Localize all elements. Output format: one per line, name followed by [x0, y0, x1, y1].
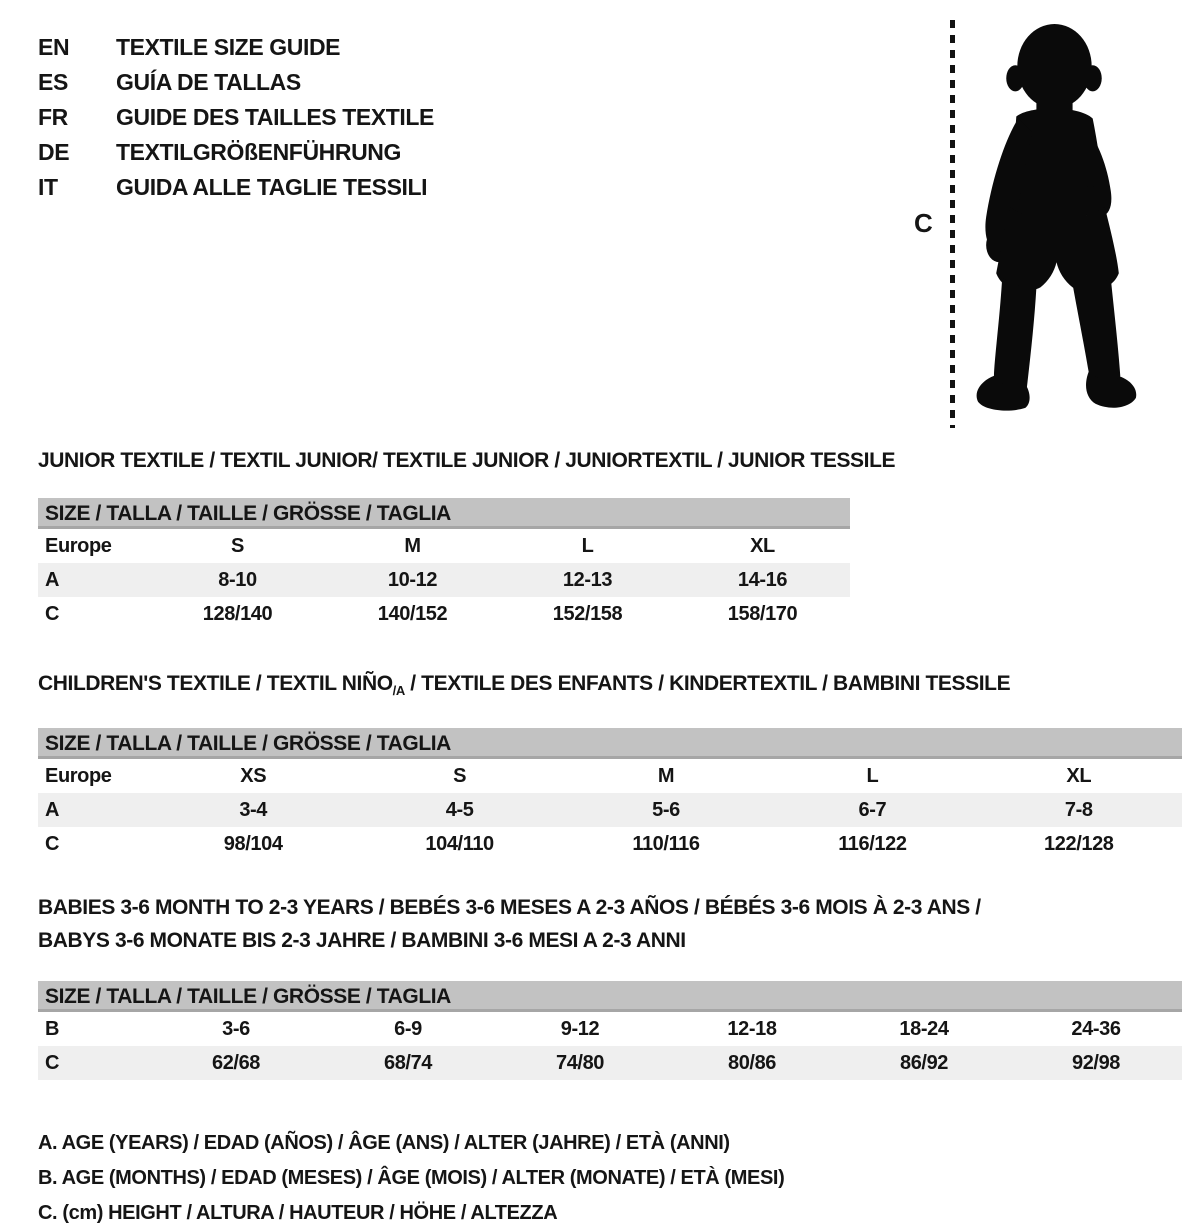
- height-cell: 110/116: [632, 833, 700, 856]
- height-cell: 128/140: [202, 603, 273, 625]
- height-measure-figure: [906, 16, 1200, 430]
- legend-line-a: A. AGE (YEARS) / EDAD (AÑOS) / ÂGE (ANS) / ALTER (JAHRE) / ETÀ (ANNI): [38, 1132, 730, 1155]
- height-cell: 62/68: [211, 1052, 261, 1075]
- table-row-height: [38, 1046, 1182, 1080]
- age-cell: 5-6: [652, 799, 680, 822]
- row-label: Europe: [45, 535, 112, 557]
- children-title-prefix: CHILDREN'S TEXTILE / TEXTIL NIÑO: [38, 672, 393, 695]
- row-label: A: [45, 569, 60, 591]
- size-cell: L: [866, 765, 879, 788]
- age-cell: 12-13: [562, 569, 613, 591]
- age-cell: 7-8: [1064, 799, 1093, 822]
- table-row-months: [38, 1012, 1182, 1046]
- months-cell: 12-18: [727, 1018, 777, 1041]
- height-dashed-line: [950, 20, 955, 428]
- size-cell: XL: [1066, 765, 1092, 788]
- size-header-bar: SIZE / TALLA / TAILLE / GRÖSSE / TAGLIA: [38, 981, 1182, 1012]
- language-title: GUÍA DE TALLAS: [116, 69, 301, 95]
- age-cell: 6-7: [858, 799, 887, 822]
- header: [38, 30, 1182, 438]
- children-title-suffix: / TEXTILE DES ENFANTS / KINDERTEXTIL / BAMBINI TESSILE: [404, 672, 1011, 695]
- junior-size-table: [38, 498, 850, 631]
- height-cell: 92/98: [1071, 1052, 1121, 1075]
- language-code: ES: [38, 69, 68, 95]
- children-section-title: [38, 669, 1182, 706]
- babies-title-line1: BABIES 3-6 MONTH TO 2-3 YEARS / BEBÉS 3-6 MESES A 2-3 AÑOS / BÉBÉS 3-6 MOIS À 2-3 ANS /: [38, 896, 981, 920]
- age-cell: 4-5: [445, 799, 474, 822]
- legend: [38, 1126, 1182, 1231]
- children-title-subscript: /A: [392, 683, 405, 699]
- height-cell: 116/122: [838, 833, 907, 856]
- table-row-europe: [38, 759, 1182, 793]
- size-cell: L: [581, 535, 594, 557]
- language-code: FR: [38, 104, 68, 130]
- language-title: TEXTILE SIZE GUIDE: [116, 34, 341, 60]
- age-cell: 14-16: [737, 569, 788, 591]
- language-code: DE: [38, 139, 70, 165]
- size-cell: S: [453, 765, 467, 788]
- height-marker-label: C: [914, 208, 933, 238]
- legend-line-c: C. (cm) HEIGHT / ALTURA / HAUTEUR / HÖHE / ALTEZZA: [38, 1202, 558, 1225]
- height-cell: 140/152: [377, 603, 448, 625]
- language-code: IT: [38, 174, 58, 200]
- junior-textile-section: [38, 446, 1182, 631]
- size-cell: XL: [750, 535, 775, 557]
- height-cell: 152/158: [552, 603, 623, 625]
- months-cell: 9-12: [560, 1018, 600, 1041]
- children-size-table: [38, 728, 1182, 861]
- size-header-bar: SIZE / TALLA / TAILLE / GRÖSSE / TAGLIA: [38, 728, 1182, 759]
- babies-section-title: [38, 891, 1182, 957]
- table-row-europe: [38, 529, 850, 563]
- height-cell: 98/104: [223, 833, 283, 856]
- size-cell: M: [404, 535, 421, 557]
- row-label: A: [45, 799, 60, 822]
- language-title: GUIDA ALLE TAGLIE TESSILI: [116, 174, 428, 200]
- height-cell: 74/80: [555, 1052, 605, 1075]
- row-label: C: [45, 833, 60, 856]
- height-cell: 80/86: [727, 1052, 777, 1075]
- size-cell: M: [657, 765, 675, 788]
- baby-silhouette-icon: [966, 20, 1146, 422]
- table-row-height: [38, 827, 1182, 861]
- row-label: B: [45, 1018, 60, 1041]
- height-cell: 86/92: [899, 1052, 949, 1075]
- months-cell: 18-24: [899, 1018, 949, 1041]
- babies-size-table: [38, 981, 1182, 1080]
- row-label: C: [45, 603, 60, 625]
- language-title: GUIDE DES TAILLES TEXTILE: [116, 104, 434, 130]
- height-cell: 104/110: [425, 833, 494, 856]
- size-header-bar: SIZE / TALLA / TAILLE / GRÖSSE / TAGLIA: [38, 498, 850, 529]
- months-cell: 6-9: [394, 1018, 422, 1041]
- months-cell: 24-36: [1071, 1018, 1121, 1041]
- legend-line-b: B. AGE (MONTHS) / EDAD (MESES) / ÂGE (MOIS) / ALTER (MONATE) / ETÀ (MESI): [38, 1167, 785, 1190]
- table-row-height: [38, 597, 850, 631]
- height-cell: 158/170: [727, 603, 798, 625]
- babies-title-line2: BABYS 3-6 MONATE BIS 2-3 JAHRE / BAMBINI 3-6 MESI A 2-3 ANNI: [38, 929, 686, 953]
- age-cell: 8-10: [218, 569, 257, 591]
- age-cell: 10-12: [387, 569, 438, 591]
- table-row-age: [38, 793, 1182, 827]
- children-textile-section: [38, 669, 1182, 861]
- babies-textile-section: [38, 891, 1182, 1080]
- height-cell: 122/128: [1044, 833, 1114, 856]
- row-label: Europe: [45, 765, 112, 788]
- age-cell: 3-4: [239, 799, 268, 822]
- months-cell: 3-6: [222, 1018, 250, 1041]
- row-label: C: [45, 1052, 60, 1075]
- language-code: EN: [38, 34, 70, 60]
- size-cell: XS: [240, 765, 267, 788]
- language-title: TEXTILGRÖßENFÜHRUNG: [116, 139, 401, 165]
- table-row-age: [38, 563, 850, 597]
- height-cell: 68/74: [383, 1052, 433, 1075]
- junior-section-title: JUNIOR TEXTILE / TEXTIL JUNIOR/ TEXTILE JUNIOR / JUNIORTEXTIL / JUNIOR TESSILE: [38, 449, 896, 472]
- size-cell: S: [231, 535, 244, 557]
